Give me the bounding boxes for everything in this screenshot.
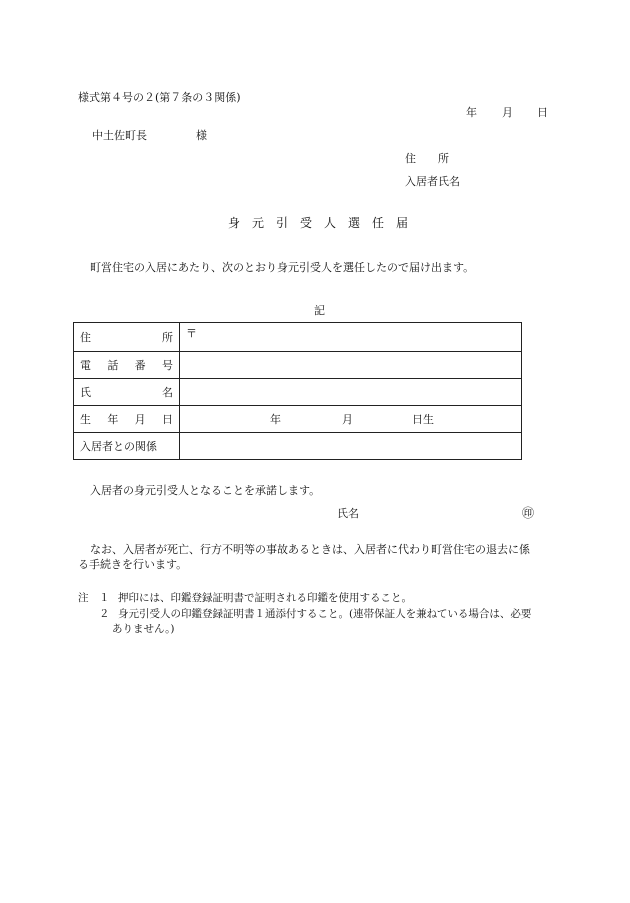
label-char: 月 [134, 413, 146, 426]
dob-day: 日生 [412, 413, 434, 426]
phone-field[interactable] [180, 352, 522, 379]
applicant-name-label: 入居者氏名 [405, 175, 460, 188]
label-char: 日 [161, 413, 173, 426]
table-row [74, 379, 522, 406]
notes-label: 注 [78, 592, 89, 604]
document-title: 身 元 引 受 人 選 任 届 [228, 216, 409, 230]
form-reference: 様式第４号の２(第７条の３関係) [78, 91, 241, 104]
label-char: 住 [80, 331, 91, 344]
label-char: 電 [80, 359, 91, 372]
label-char: 番 [134, 359, 146, 372]
row-label-relationship [74, 433, 180, 460]
consent-text: 入居者の身元引受人となることを承諾します。 [90, 484, 321, 497]
intro-text: 町営住宅の入居にあたり、次のとおり身元引受人を選任したので届け出ます。 [90, 261, 475, 274]
ki-heading: 記 [314, 304, 325, 317]
addressee-name: 中土佐町長 [92, 129, 147, 142]
note-number: １ [99, 592, 110, 604]
address-field[interactable] [180, 323, 522, 352]
table-row [74, 406, 522, 433]
dob-month: 月 [342, 413, 353, 426]
paragraph-line-1: なお、入居者が死亡、行方不明等の事故あるときは、入居者に代わり町営住宅の退去に係 [90, 543, 530, 556]
row-label-address [74, 323, 180, 352]
date-day: 日 [537, 106, 548, 119]
consent-name-label: 氏名 [337, 507, 359, 520]
note-text: 押印には、印鑑登録証明書で証明される印鑑を使用すること。 [118, 592, 412, 604]
label-char: 話 [107, 359, 119, 372]
table-row [74, 323, 522, 352]
postal-mark: 〒 [186, 327, 197, 340]
name-field[interactable] [180, 379, 522, 406]
note-text: 身元引受人の印鑑登録証明書１通添付すること。(連帯保証人を兼ねている場合は、必要 [118, 608, 532, 620]
label-char: 名 [162, 386, 173, 399]
label-text: 入居者との関係 [80, 440, 157, 453]
row-label-phone [74, 352, 180, 379]
addressee-honorific: 様 [196, 129, 207, 142]
paragraph-line-2: る手続きを行います。 [78, 558, 188, 571]
applicant-address-label: 住 所 [405, 152, 449, 165]
table-row [74, 433, 522, 460]
label-char: 氏 [80, 386, 91, 399]
label-char: 所 [162, 331, 173, 344]
seal-mark: ㊞ [522, 506, 535, 520]
guarantor-table [73, 322, 522, 460]
relationship-field[interactable] [180, 433, 522, 460]
label-char: 生 [80, 413, 91, 426]
row-label-dob [74, 406, 180, 433]
dob-field[interactable] [180, 406, 522, 433]
note-number: ２ [99, 608, 110, 620]
table-row [74, 352, 522, 379]
date-year: 年 [466, 106, 477, 119]
row-label-name [74, 379, 180, 406]
date-month: 月 [502, 106, 513, 119]
note-text-continued: ありません。) [112, 623, 175, 635]
label-char: 号 [161, 359, 173, 372]
dob-year: 年 [270, 413, 281, 426]
label-char: 年 [107, 413, 119, 426]
